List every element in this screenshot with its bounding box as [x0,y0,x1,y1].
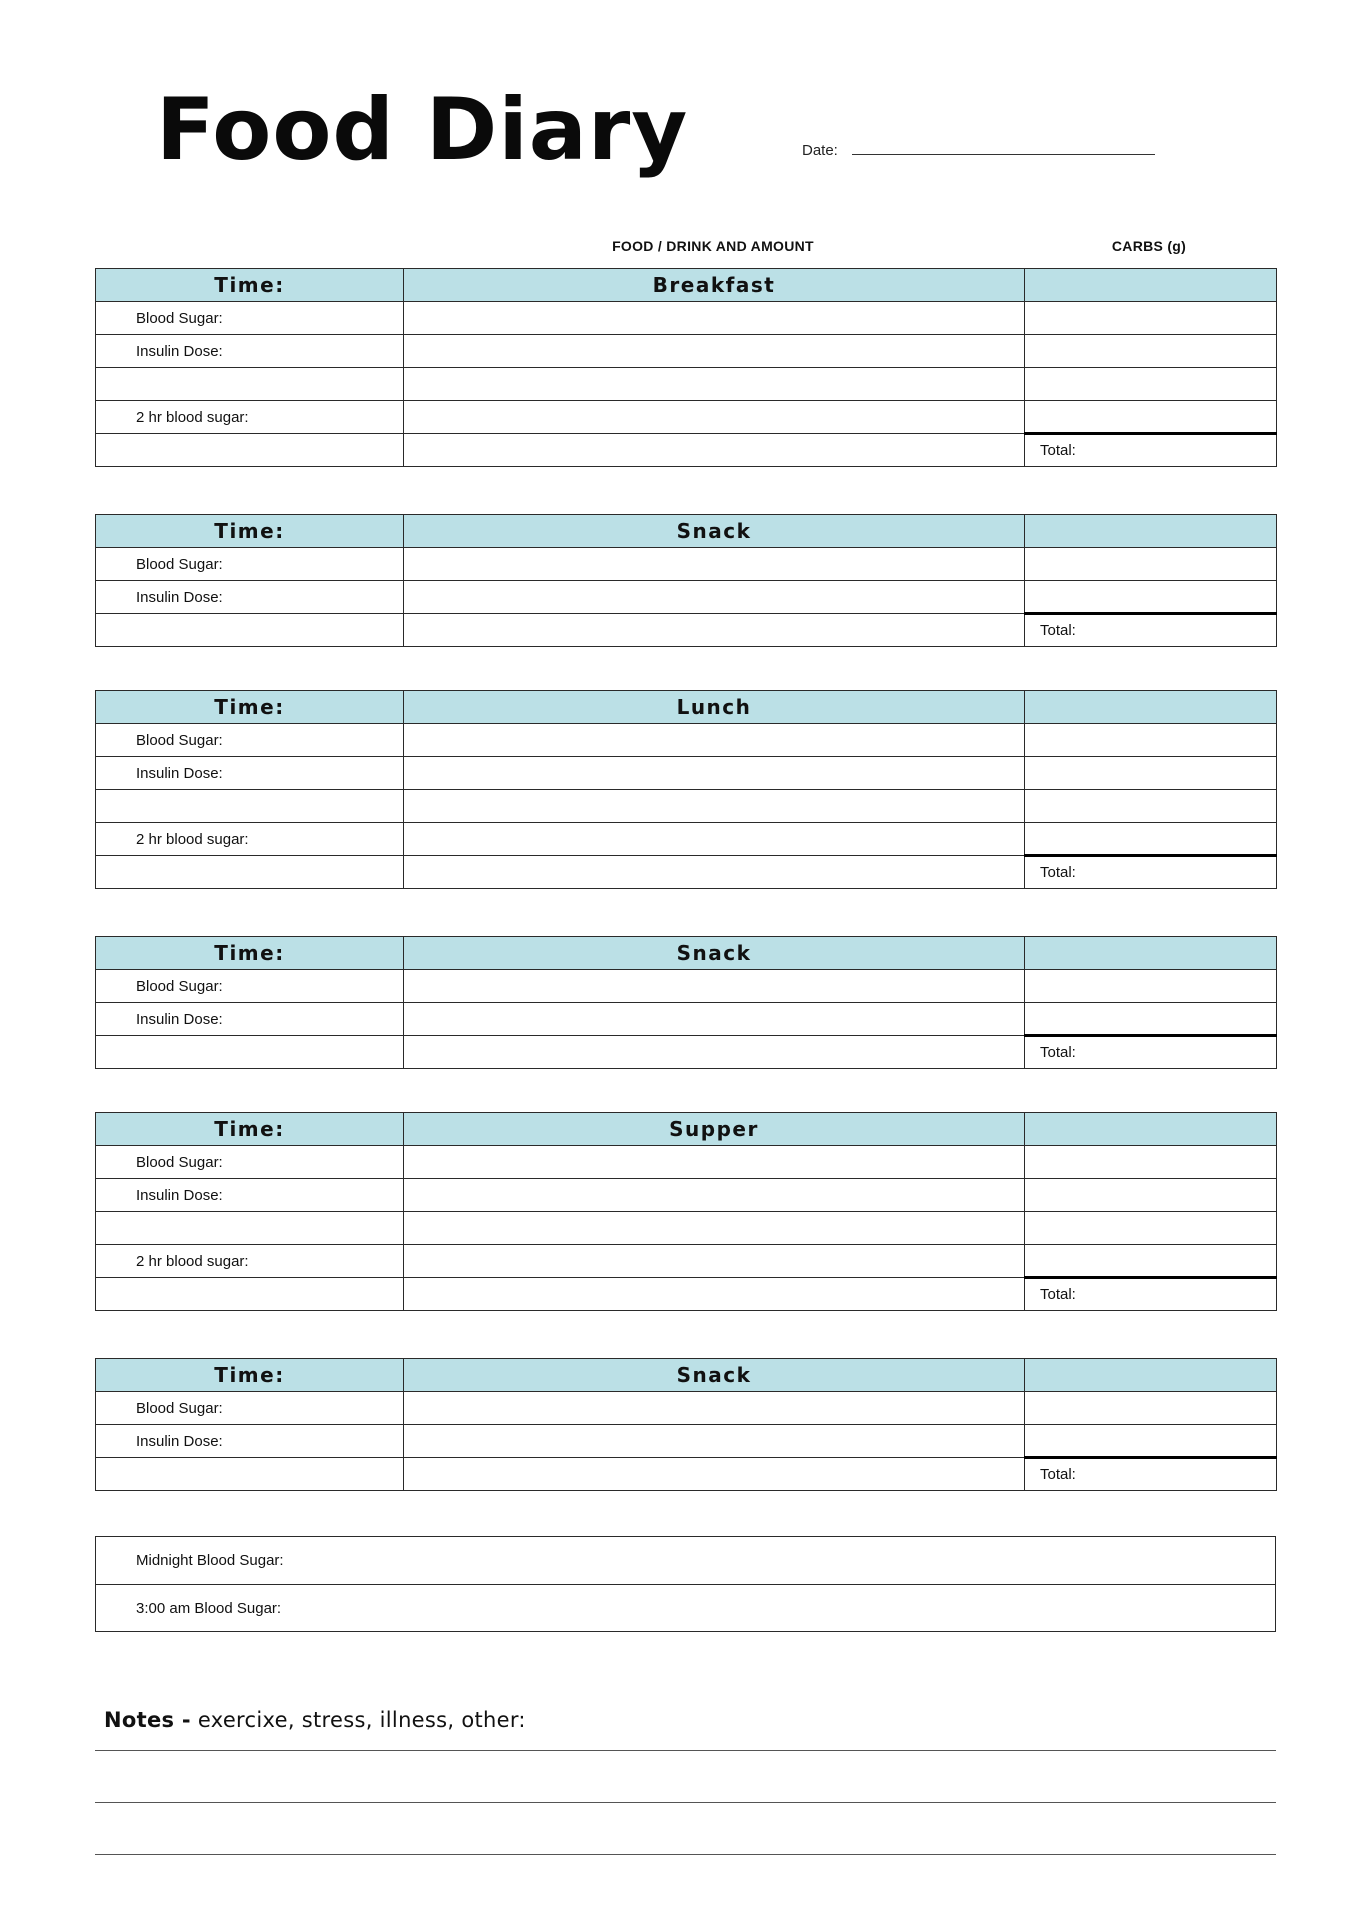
meal-name: Snack [404,1359,1025,1392]
food-entry-cell[interactable] [404,724,1025,757]
midnight-blood-sugar-row[interactable] [96,1537,1275,1584]
carbs-column-heading: CARBS (g) [1111,238,1187,254]
meal-header-row [96,1359,1277,1392]
note-line[interactable] [95,1854,1276,1855]
food-entry-cell[interactable] [404,856,1025,889]
blank-label-cell[interactable] [96,368,404,401]
meal-row [96,581,1277,614]
food-entry-cell[interactable] [404,790,1025,823]
food-entry-cell[interactable] [404,1245,1025,1278]
midnight-blood-sugar-label: Midnight Blood Sugar: [136,1552,284,1569]
reading-label[interactable]: Insulin Dose: [96,1003,404,1036]
blank-label-cell[interactable] [96,614,404,647]
carbs-total-cell[interactable]: Total: [1025,1036,1277,1069]
meal-header-row [96,691,1277,724]
meal-total-row [96,1278,1277,1311]
carbs-entry-cell[interactable] [1025,790,1277,823]
meal-row [96,1179,1277,1212]
carbs-entry-cell[interactable] [1025,1245,1277,1278]
reading-label[interactable]: Insulin Dose: [96,1179,404,1212]
date-input-line[interactable] [852,154,1155,155]
meal-row [96,1392,1277,1425]
food-entry-cell[interactable] [404,335,1025,368]
reading-label[interactable]: 2 hr blood sugar: [96,823,404,856]
carbs-header-cell [1025,269,1277,302]
food-entry-cell[interactable] [404,1425,1025,1458]
time-label[interactable]: Time: [96,691,404,724]
food-entry-cell[interactable] [404,614,1025,647]
carbs-header-cell [1025,937,1277,970]
reading-label[interactable]: Blood Sugar: [96,1392,404,1425]
carbs-entry-cell[interactable] [1025,1179,1277,1212]
meal-total-row [96,1036,1277,1069]
meal-row [96,970,1277,1003]
reading-label[interactable]: Insulin Dose: [96,1425,404,1458]
meal-total-row [96,856,1277,889]
carbs-header-cell [1025,1359,1277,1392]
reading-label[interactable]: Blood Sugar: [96,724,404,757]
carbs-entry-cell[interactable] [1025,548,1277,581]
carbs-entry-cell[interactable] [1025,368,1277,401]
meal-row [96,790,1277,823]
food-entry-cell[interactable] [404,1036,1025,1069]
time-label[interactable]: Time: [96,1113,404,1146]
note-line[interactable] [95,1750,1276,1751]
carbs-total-cell[interactable]: Total: [1025,614,1277,647]
notes-hint: exercixe, stress, illness, other: [197,1708,526,1732]
carbs-entry-cell[interactable] [1025,302,1277,335]
meal-table-supper-4 [95,1112,1277,1311]
notes-title: Notes - [104,1708,191,1732]
meal-row [96,724,1277,757]
carbs-entry-cell[interactable] [1025,970,1277,1003]
meal-table-snack-1 [95,514,1277,647]
reading-label[interactable]: 2 hr blood sugar: [96,1245,404,1278]
meal-row [96,1003,1277,1036]
food-entry-cell[interactable] [404,1179,1025,1212]
food-column-heading: FOOD / DRINK AND AMOUNT [612,238,814,254]
meal-total-row [96,434,1277,467]
meal-row [96,1146,1277,1179]
carbs-header-cell [1025,515,1277,548]
carbs-header-cell [1025,1113,1277,1146]
reading-label[interactable]: Blood Sugar: [96,302,404,335]
meal-name: Lunch [404,691,1025,724]
blank-label-cell[interactable] [96,1036,404,1069]
meal-row [96,335,1277,368]
food-entry-cell[interactable] [404,757,1025,790]
blank-label-cell[interactable] [96,1278,404,1311]
carbs-entry-cell[interactable] [1025,1392,1277,1425]
meal-table-snack-5 [95,1358,1277,1491]
meal-name: Supper [404,1113,1025,1146]
carbs-entry-cell[interactable] [1025,823,1277,856]
food-entry-cell[interactable] [404,970,1025,1003]
time-label[interactable]: Time: [96,515,404,548]
meal-name: Snack [404,937,1025,970]
meal-header-row [96,937,1277,970]
carbs-entry-cell[interactable] [1025,1212,1277,1245]
reading-label[interactable]: 2 hr blood sugar: [96,401,404,434]
time-label[interactable]: Time: [96,1359,404,1392]
note-line[interactable] [95,1802,1276,1803]
meal-row [96,548,1277,581]
notes-heading [104,1708,526,1732]
carbs-entry-cell[interactable] [1025,1146,1277,1179]
food-entry-cell[interactable] [404,1458,1025,1491]
food-entry-cell[interactable] [404,1212,1025,1245]
page-title: Food Diary [156,80,689,180]
blank-label-cell[interactable] [96,434,404,467]
reading-label[interactable]: Insulin Dose: [96,757,404,790]
carbs-header-cell [1025,691,1277,724]
blank-label-cell[interactable] [96,1458,404,1491]
reading-label[interactable]: Blood Sugar: [96,548,404,581]
time-label[interactable]: Time: [96,269,404,302]
carbs-total-cell[interactable]: Total: [1025,1458,1277,1491]
food-entry-cell[interactable] [404,401,1025,434]
meal-total-row [96,1458,1277,1491]
meal-header-row [96,269,1277,302]
food-entry-cell[interactable] [404,548,1025,581]
carbs-total-cell[interactable]: Total: [1025,434,1277,467]
reading-label[interactable]: Insulin Dose: [96,581,404,614]
food-entry-cell[interactable] [404,302,1025,335]
three-am-blood-sugar-label: 3:00 am Blood Sugar: [136,1599,282,1617]
reading-label[interactable]: Insulin Dose: [96,335,404,368]
meal-row [96,757,1277,790]
carbs-entry-cell[interactable] [1025,335,1277,368]
three-am-blood-sugar-row[interactable] [96,1584,1275,1631]
night-readings [95,1536,1276,1632]
meal-row [96,401,1277,434]
reading-label[interactable]: Blood Sugar: [96,970,404,1003]
meal-row [96,1425,1277,1458]
food-entry-cell[interactable] [404,434,1025,467]
meal-row [96,823,1277,856]
meal-row [96,1245,1277,1278]
food-entry-cell[interactable] [404,1003,1025,1036]
reading-label[interactable]: Blood Sugar: [96,1146,404,1179]
carbs-entry-cell[interactable] [1025,581,1277,614]
food-entry-cell[interactable] [404,581,1025,614]
food-entry-cell[interactable] [404,1278,1025,1311]
blank-label-cell[interactable] [96,856,404,889]
meal-row [96,1212,1277,1245]
meal-name: Snack [404,515,1025,548]
food-entry-cell[interactable] [404,1146,1025,1179]
meal-header-row [96,1113,1277,1146]
carbs-entry-cell[interactable] [1025,1425,1277,1458]
time-label[interactable]: Time: [96,937,404,970]
meal-table-lunch-2 [95,690,1277,889]
date-label: Date: [802,142,838,159]
carbs-entry-cell[interactable] [1025,724,1277,757]
meal-table-snack-3 [95,936,1277,1069]
meal-name: Breakfast [404,269,1025,302]
food-entry-cell[interactable] [404,1392,1025,1425]
meal-row [96,302,1277,335]
food-entry-cell[interactable] [404,368,1025,401]
meal-total-row [96,614,1277,647]
carbs-entry-cell[interactable] [1025,401,1277,434]
carbs-entry-cell[interactable] [1025,757,1277,790]
carbs-entry-cell[interactable] [1025,1003,1277,1036]
meal-row [96,368,1277,401]
meal-header-row [96,515,1277,548]
blank-label-cell[interactable] [96,1212,404,1245]
blank-label-cell[interactable] [96,790,404,823]
carbs-total-cell[interactable]: Total: [1025,856,1277,889]
carbs-total-cell[interactable]: Total: [1025,1278,1277,1311]
food-entry-cell[interactable] [404,823,1025,856]
meal-table-breakfast-0 [95,268,1277,467]
